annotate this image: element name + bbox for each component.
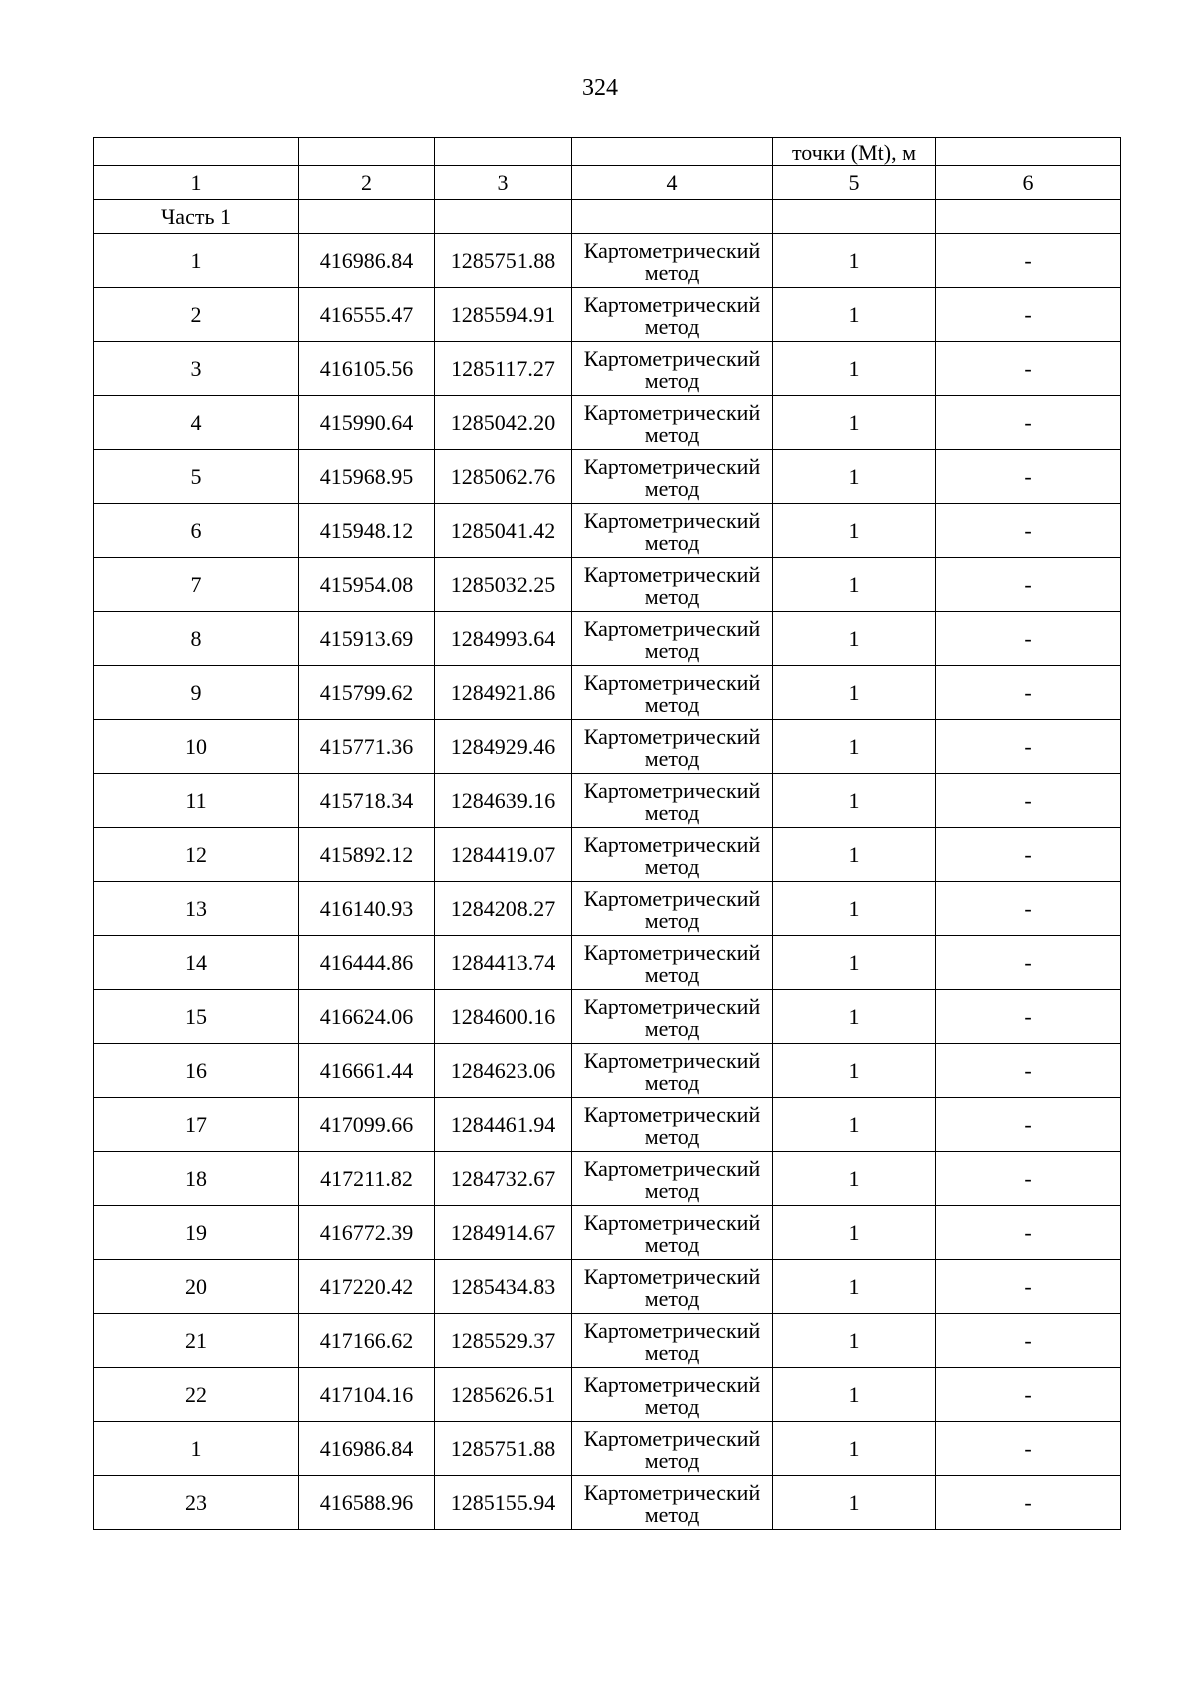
accuracy-value: 1 [773, 1206, 936, 1260]
coordinate-x: 415913.69 [299, 612, 435, 666]
coordinate-x: 415771.36 [299, 720, 435, 774]
method-line: метод [644, 1231, 700, 1257]
method-line: Картометрический [583, 615, 761, 641]
method-line: Картометрический [583, 291, 761, 317]
accuracy-value: 1 [773, 1152, 936, 1206]
method-cell [572, 288, 773, 342]
method-line: метод [644, 961, 700, 987]
method-line: Картометрический [583, 885, 761, 911]
method-line: Картометрический [583, 345, 761, 371]
description-value: - [936, 882, 1121, 936]
method-line: Картометрический [583, 993, 761, 1019]
method-text [572, 1210, 772, 1256]
method-line: метод [644, 799, 700, 825]
method-cell [572, 1044, 773, 1098]
point-number: 6 [94, 504, 299, 558]
coordinate-x: 417104.16 [299, 1368, 435, 1422]
table-row [94, 504, 1121, 558]
coordinate-x: 415718.34 [299, 774, 435, 828]
description-value: - [936, 936, 1121, 990]
accuracy-value: 1 [773, 450, 936, 504]
accuracy-value: 1 [773, 990, 936, 1044]
table-row [94, 1422, 1121, 1476]
method-cell [572, 882, 773, 936]
method-text [572, 1156, 772, 1202]
method-line: метод [644, 1015, 700, 1041]
method-cell [572, 1368, 773, 1422]
method-line: метод [644, 745, 700, 771]
description-value: - [936, 288, 1121, 342]
header-cell [936, 138, 1121, 166]
column-number: 3 [435, 166, 572, 200]
table-row [94, 342, 1121, 396]
method-text [572, 1102, 772, 1148]
method-cell [572, 666, 773, 720]
method-line: метод [644, 853, 700, 879]
point-number: 20 [94, 1260, 299, 1314]
point-number: 17 [94, 1098, 299, 1152]
coordinate-y: 1285529.37 [435, 1314, 572, 1368]
method-cell [572, 450, 773, 504]
coordinate-y: 1285594.91 [435, 288, 572, 342]
table-row [94, 1476, 1121, 1530]
empty-cell [572, 200, 773, 234]
method-text [572, 454, 772, 500]
header-cell [435, 138, 572, 166]
point-number: 16 [94, 1044, 299, 1098]
method-line: Картометрический [583, 1425, 761, 1451]
accuracy-value: 1 [773, 1368, 936, 1422]
coordinate-y: 1284921.86 [435, 666, 572, 720]
method-cell [572, 1206, 773, 1260]
point-number: 9 [94, 666, 299, 720]
table-row [94, 936, 1121, 990]
point-number: 2 [94, 288, 299, 342]
description-value: - [936, 1314, 1121, 1368]
description-value: - [936, 1476, 1121, 1530]
description-value: - [936, 558, 1121, 612]
method-line: метод [644, 1393, 700, 1419]
coordinate-y: 1284639.16 [435, 774, 572, 828]
point-number: 23 [94, 1476, 299, 1530]
method-cell [572, 936, 773, 990]
accuracy-value: 1 [773, 666, 936, 720]
description-value: - [936, 1260, 1121, 1314]
header-cell [94, 138, 299, 166]
method-cell [572, 774, 773, 828]
method-line: Картометрический [583, 453, 761, 479]
coordinate-y: 1285062.76 [435, 450, 572, 504]
table-row [94, 1098, 1121, 1152]
point-number: 21 [94, 1314, 299, 1368]
method-text [572, 670, 772, 716]
coordinates-table [93, 137, 1121, 1530]
point-number: 13 [94, 882, 299, 936]
method-cell [572, 720, 773, 774]
description-value: - [936, 612, 1121, 666]
coordinate-y: 1285117.27 [435, 342, 572, 396]
table-row [94, 882, 1121, 936]
method-line: Картометрический [583, 507, 761, 533]
method-cell [572, 612, 773, 666]
description-value: - [936, 450, 1121, 504]
method-line: метод [644, 1447, 700, 1473]
coordinate-y: 1284929.46 [435, 720, 572, 774]
method-line: метод [644, 1501, 700, 1527]
method-cell [572, 828, 773, 882]
point-number: 15 [94, 990, 299, 1044]
table-row [94, 234, 1121, 288]
method-line: Картометрический [583, 1209, 761, 1235]
coordinate-x: 416661.44 [299, 1044, 435, 1098]
coordinate-x: 415990.64 [299, 396, 435, 450]
accuracy-value: 1 [773, 288, 936, 342]
method-text [572, 1264, 772, 1310]
coordinate-x: 416444.86 [299, 936, 435, 990]
method-line: метод [644, 691, 700, 717]
method-line: Картометрический [583, 1479, 761, 1505]
point-number: 3 [94, 342, 299, 396]
coordinate-y: 1285032.25 [435, 558, 572, 612]
method-line: метод [644, 259, 700, 285]
coordinate-y: 1284600.16 [435, 990, 572, 1044]
accuracy-value: 1 [773, 396, 936, 450]
point-number: 1 [94, 1422, 299, 1476]
description-value: - [936, 1206, 1121, 1260]
description-value: - [936, 774, 1121, 828]
coordinate-y: 1285041.42 [435, 504, 572, 558]
table-row [94, 990, 1121, 1044]
coordinate-x: 415799.62 [299, 666, 435, 720]
empty-cell [299, 200, 435, 234]
method-cell [572, 1422, 773, 1476]
column-number: 2 [299, 166, 435, 200]
method-cell [572, 1152, 773, 1206]
accuracy-value: 1 [773, 828, 936, 882]
section-label: Часть 1 [94, 200, 299, 234]
coordinate-x: 416624.06 [299, 990, 435, 1044]
method-text [572, 292, 772, 338]
coordinate-x: 415968.95 [299, 450, 435, 504]
point-number: 10 [94, 720, 299, 774]
method-text [572, 886, 772, 932]
table-row [94, 1044, 1121, 1098]
accuracy-value: 1 [773, 504, 936, 558]
coordinate-x: 415954.08 [299, 558, 435, 612]
point-number: 8 [94, 612, 299, 666]
coordinate-x: 416588.96 [299, 1476, 435, 1530]
accuracy-value: 1 [773, 234, 936, 288]
column-number: 1 [94, 166, 299, 200]
method-text [572, 1426, 772, 1472]
empty-cell [435, 200, 572, 234]
coordinate-y: 1284623.06 [435, 1044, 572, 1098]
description-value: - [936, 828, 1121, 882]
description-value: - [936, 234, 1121, 288]
section-row [94, 200, 1121, 234]
coordinate-y: 1284461.94 [435, 1098, 572, 1152]
table-row [94, 1206, 1121, 1260]
page-number: 324 [582, 75, 618, 101]
accuracy-value: 1 [773, 1476, 936, 1530]
accuracy-value: 1 [773, 720, 936, 774]
method-line: Картометрический [583, 1263, 761, 1289]
method-text [572, 1318, 772, 1364]
point-number: 14 [94, 936, 299, 990]
method-cell [572, 558, 773, 612]
method-text [572, 400, 772, 446]
method-cell [572, 1314, 773, 1368]
point-number: 19 [94, 1206, 299, 1260]
header-continuation-row [94, 138, 1121, 166]
point-number: 4 [94, 396, 299, 450]
coordinate-y: 1284419.07 [435, 828, 572, 882]
description-value: - [936, 342, 1121, 396]
accuracy-value: 1 [773, 1260, 936, 1314]
table-row [94, 720, 1121, 774]
point-number: 1 [94, 234, 299, 288]
coordinate-y: 1285751.88 [435, 1422, 572, 1476]
coordinate-x: 416555.47 [299, 288, 435, 342]
method-line: Картометрический [583, 831, 761, 857]
description-value: - [936, 1152, 1121, 1206]
method-line: метод [644, 1123, 700, 1149]
description-value: - [936, 1098, 1121, 1152]
empty-cell [773, 200, 936, 234]
description-value: - [936, 720, 1121, 774]
method-line: Картометрический [583, 1371, 761, 1397]
point-number: 5 [94, 450, 299, 504]
method-cell [572, 234, 773, 288]
method-line: метод [644, 637, 700, 663]
method-text [572, 616, 772, 662]
method-cell [572, 396, 773, 450]
method-line: метод [644, 1177, 700, 1203]
method-cell [572, 990, 773, 1044]
method-line: метод [644, 1339, 700, 1365]
method-line: метод [644, 907, 700, 933]
accuracy-value: 1 [773, 1422, 936, 1476]
coordinate-y: 1284993.64 [435, 612, 572, 666]
method-line: Картометрический [583, 1317, 761, 1343]
method-text [572, 508, 772, 554]
description-value: - [936, 990, 1121, 1044]
table-row [94, 396, 1121, 450]
method-cell [572, 1098, 773, 1152]
coordinate-y: 1284914.67 [435, 1206, 572, 1260]
method-line: Картометрический [583, 1101, 761, 1127]
method-cell [572, 1476, 773, 1530]
point-number: 11 [94, 774, 299, 828]
table-row [94, 1152, 1121, 1206]
accuracy-value: 1 [773, 774, 936, 828]
method-line: Картометрический [583, 723, 761, 749]
description-value: - [936, 396, 1121, 450]
column-number: 5 [773, 166, 936, 200]
table-row [94, 612, 1121, 666]
accuracy-value: 1 [773, 936, 936, 990]
table-row [94, 450, 1121, 504]
column-number: 4 [572, 166, 773, 200]
method-text [572, 562, 772, 608]
method-text [572, 346, 772, 392]
method-text [572, 994, 772, 1040]
coordinate-x: 415948.12 [299, 504, 435, 558]
column-number-row [94, 166, 1121, 200]
method-line: метод [644, 313, 700, 339]
table-row [94, 1368, 1121, 1422]
coordinate-y: 1284732.67 [435, 1152, 572, 1206]
table-row [94, 288, 1121, 342]
method-line: метод [644, 583, 700, 609]
coordinate-x: 417220.42 [299, 1260, 435, 1314]
coordinate-x: 416772.39 [299, 1206, 435, 1260]
coordinate-y: 1285626.51 [435, 1368, 572, 1422]
method-line: Картометрический [583, 669, 761, 695]
accuracy-value: 1 [773, 1314, 936, 1368]
table-row [94, 828, 1121, 882]
point-number: 12 [94, 828, 299, 882]
method-line: Картометрический [583, 237, 761, 263]
coordinate-x: 416140.93 [299, 882, 435, 936]
method-line: метод [644, 1069, 700, 1095]
method-text [572, 940, 772, 986]
coordinate-x: 416986.84 [299, 234, 435, 288]
method-text [572, 778, 772, 824]
point-number: 18 [94, 1152, 299, 1206]
method-cell [572, 504, 773, 558]
description-value: - [936, 666, 1121, 720]
method-line: Картометрический [583, 561, 761, 587]
method-line: Картометрический [583, 777, 761, 803]
coordinate-y: 1285155.94 [435, 1476, 572, 1530]
coordinate-x: 417211.82 [299, 1152, 435, 1206]
method-text [572, 238, 772, 284]
method-text [572, 832, 772, 878]
method-cell [572, 1260, 773, 1314]
accuracy-value: 1 [773, 1044, 936, 1098]
method-line: метод [644, 421, 700, 447]
header-cell [299, 138, 435, 166]
method-line: метод [644, 475, 700, 501]
coordinate-x: 416105.56 [299, 342, 435, 396]
method-line: метод [644, 529, 700, 555]
method-line: метод [644, 1285, 700, 1311]
description-value: - [936, 1044, 1121, 1098]
empty-cell [936, 200, 1121, 234]
table-row [94, 774, 1121, 828]
coordinate-y: 1285751.88 [435, 234, 572, 288]
description-value: - [936, 1422, 1121, 1476]
coordinate-x: 416986.84 [299, 1422, 435, 1476]
accuracy-value: 1 [773, 612, 936, 666]
description-value: - [936, 1368, 1121, 1422]
method-line: Картометрический [583, 1047, 761, 1073]
table-row [94, 666, 1121, 720]
coordinate-x: 415892.12 [299, 828, 435, 882]
method-line: Картометрический [583, 399, 761, 425]
table-row [94, 558, 1121, 612]
method-text [572, 724, 772, 770]
method-text [572, 1372, 772, 1418]
method-text [572, 1048, 772, 1094]
accuracy-value: 1 [773, 342, 936, 396]
column-number: 6 [936, 166, 1121, 200]
coordinate-x: 417099.66 [299, 1098, 435, 1152]
header-cell [572, 138, 773, 166]
point-number: 22 [94, 1368, 299, 1422]
accuracy-value: 1 [773, 1098, 936, 1152]
accuracy-value: 1 [773, 558, 936, 612]
accuracy-value: 1 [773, 882, 936, 936]
coordinate-y: 1285042.20 [435, 396, 572, 450]
point-number: 7 [94, 558, 299, 612]
header-cell: точки (Mt), м [773, 138, 936, 166]
coordinate-y: 1285434.83 [435, 1260, 572, 1314]
method-line: метод [644, 367, 700, 393]
table-row [94, 1314, 1121, 1368]
coordinate-x: 417166.62 [299, 1314, 435, 1368]
method-line: Картометрический [583, 939, 761, 965]
method-text [572, 1480, 772, 1526]
coordinate-y: 1284413.74 [435, 936, 572, 990]
description-value: - [936, 504, 1121, 558]
coordinate-y: 1284208.27 [435, 882, 572, 936]
method-line: Картометрический [583, 1155, 761, 1181]
method-cell [572, 342, 773, 396]
table-row [94, 1260, 1121, 1314]
